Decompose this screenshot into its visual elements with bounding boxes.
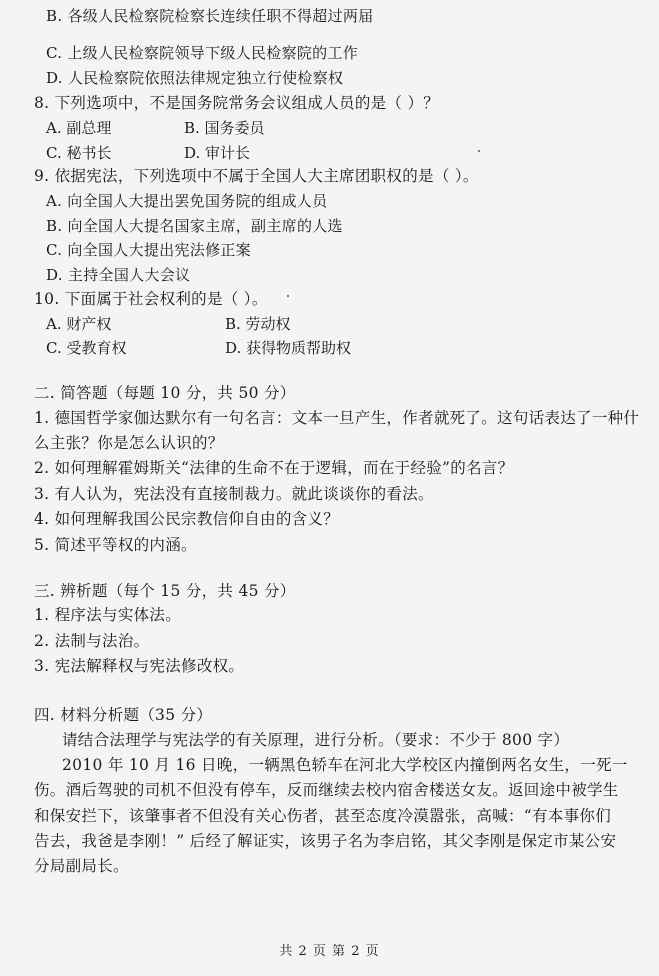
scan-speck — [478, 150, 480, 152]
section4-para-line3: 和保安拦下，该肇事者不但没有关心伤者，甚至态度冷漠嚣张，高喊：“有本事你们 — [34, 807, 612, 825]
section4-heading: 四. 材料分析题（35 分） — [34, 706, 213, 724]
section2-heading: 二. 简答题（每题 10 分，共 50 分） — [34, 384, 296, 402]
q7-option-d: D. 人民检察院依照法律规定独立行使检察权 — [46, 69, 344, 87]
q9-stem: 9. 依据宪法，下列选项中不属于全国人大主席团职权的是（ ）。 — [34, 167, 479, 185]
q9-option-a: A. 向全国人大提出罢免国务院的组成人员 — [46, 192, 328, 210]
section4-para-line5: 分局副局长。 — [34, 857, 129, 875]
q10-option-b: B. 劳动权 — [225, 315, 291, 333]
page-footer: 共 2 页 第 2 页 — [279, 944, 380, 959]
section4-instruction: 请结合法理学与宪法学的有关原理，进行分析。（要求：不少于 800 字） — [62, 731, 570, 749]
q8-option-b: B. 国务委员 — [184, 119, 265, 137]
section2-q4: 4. 如何理解我国公民宗教信仰自由的含义？ — [34, 510, 340, 528]
section2-q1-line2: 么主张？你是怎么认识的？ — [34, 434, 224, 452]
q10-option-a: A. 财产权 — [46, 315, 112, 333]
q9-option-c: C. 向全国人大提出宪法修正案 — [46, 241, 251, 259]
section3-q2: 2. 法制与法治。 — [34, 632, 150, 650]
section2-q5: 5. 简述平等权的内涵。 — [34, 536, 197, 554]
q10-option-d: D. 获得物质帮助权 — [225, 339, 352, 357]
section4-para-line1: 2010 年 10 月 16 日晚，一辆黑色轿车在河北大学校区内撞倒两名女生，一死一 — [62, 756, 628, 774]
section3-q3: 3. 宪法解释权与宪法修改权。 — [34, 657, 245, 675]
scan-speck — [287, 295, 289, 297]
q9-option-b: B. 向全国人大提名国家主席，副主席的人选 — [46, 217, 343, 235]
q7-option-c: C. 上级人民检察院领导下级人民检察院的工作 — [46, 44, 359, 62]
section4-para-line4: 告去，我爸是李刚！” 后经了解证实，该男子名为李启铭，其父李刚是保定市某公安 — [34, 832, 617, 850]
section3-heading: 三. 辨析题（每个 15 分，共 45 分） — [34, 582, 296, 600]
q8-option-c: C. 秘书长 — [46, 144, 112, 162]
q8-option-a: A. 副总理 — [46, 119, 112, 137]
q7-option-b: B. 各级人民检察院检察长连续任职不得超过两届 — [46, 7, 374, 25]
section2-q2: 2. 如何理解霍姆斯关“法律的生命不在于逻辑，而在于经验”的名言？ — [34, 459, 514, 477]
section4-para-line2: 伤。酒后驾驶的司机不但没有停车，反而继续去校内宿舍楼送女友。返回途中被学生 — [34, 781, 619, 799]
q10-option-c: C. 受教育权 — [46, 339, 127, 357]
section2-q1-line1: 1. 德国哲学家伽达默尔有一句名言：文本一旦产生，作者就死了。这句话表达了一种什 — [34, 409, 640, 427]
q8-option-d: D. 审计长 — [184, 144, 251, 162]
section2-q3: 3. 有人认为，宪法没有直接制裁力。就此谈谈你的看法。 — [34, 485, 434, 503]
q9-option-d: D. 主持全国人大会议 — [46, 266, 191, 284]
section3-q1: 1. 程序法与实体法。 — [34, 606, 182, 624]
q8-stem: 8. 下列选项中，不是国务院常务会议组成人员的是（ ）？ — [34, 94, 440, 112]
q10-stem: 10. 下面属于社会权利的是（ ）。 — [34, 290, 268, 308]
